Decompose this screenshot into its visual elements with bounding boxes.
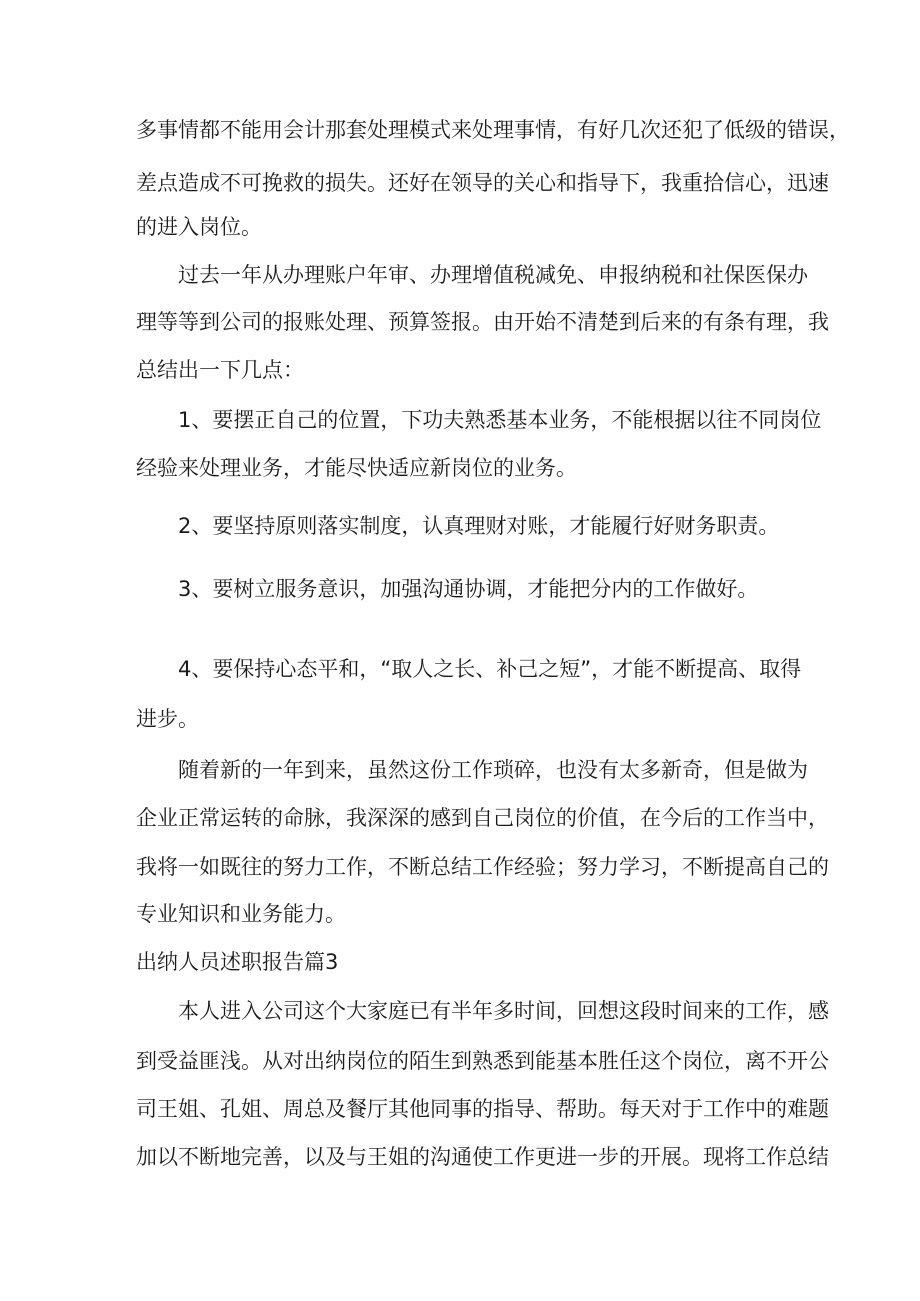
body-text-line: 企业正常运转的命脉，我深深的感到自己岗位的价值，在今后的工作当中，: [136, 806, 829, 830]
body-text-line: 总结出一下几点：: [136, 358, 304, 382]
list-item-4: 4、要保持心态平和，“取人之长、补己之短”，才能不断提高、取得: [178, 657, 802, 681]
list-item-2: 2、要坚持原则落实制度，认真理财对账，才能履行好财务职责。: [178, 514, 780, 538]
body-text-line: 专业知识和业务能力。: [136, 902, 346, 926]
body-text-line: 理等等到公司的报账处理、预算签报。由开始不清楚到后来的有条有理，我: [136, 310, 829, 334]
list-item-1-continued: 经验来处理业务，才能尽快适应新岗位的业务。: [136, 456, 577, 480]
body-text-line: 随着新的一年到来，虽然这份工作琐碎，也没有太多新奇，但是做为: [178, 758, 808, 782]
list-item-3: 3、要树立服务意识，加强沟通协调，才能把分内的工作做好。: [178, 577, 759, 601]
body-text-line: 司王姐、孔姐、周总及餐厅其他同事的指导、帮助。每天对于工作中的难题: [136, 1097, 829, 1121]
body-text-line: 过去一年从办理账户年审、办理增值税减免、申报纳税和社保医保办: [178, 263, 808, 287]
body-text-line: 差点造成不可挽救的损失。还好在领导的关心和指导下，我重拾信心，迅速: [136, 171, 829, 195]
body-text-line: 我将一如既往的努力工作，不断总结工作经验；努力学习，不断提高自己的: [136, 855, 829, 879]
body-text-line: 加以不断地完善，以及与王姐的沟通使工作更进一步的开展。现将工作总结: [136, 1145, 829, 1169]
list-item-4-continued: 进步。: [136, 707, 199, 731]
body-text-line: 多事情都不能用会计那套处理模式来处理事情，有好几次还犯了低级的错误，: [136, 118, 850, 142]
list-item-1: 1、要摆正自己的位置，下功夫熟悉基本业务，不能根据以往不同岗位: [178, 408, 822, 432]
section-heading: 出纳人员述职报告篇3: [136, 950, 339, 974]
body-text-line: 到受益匪浅。从对出纳岗位的陌生到熟悉到能基本胜任这个岗位，离不开公: [136, 1049, 829, 1073]
body-text-line: 的进入岗位。: [136, 215, 262, 239]
body-text-line: 本人进入公司这个大家庭已有半年多时间，回想这段时间来的工作，感: [178, 999, 829, 1023]
